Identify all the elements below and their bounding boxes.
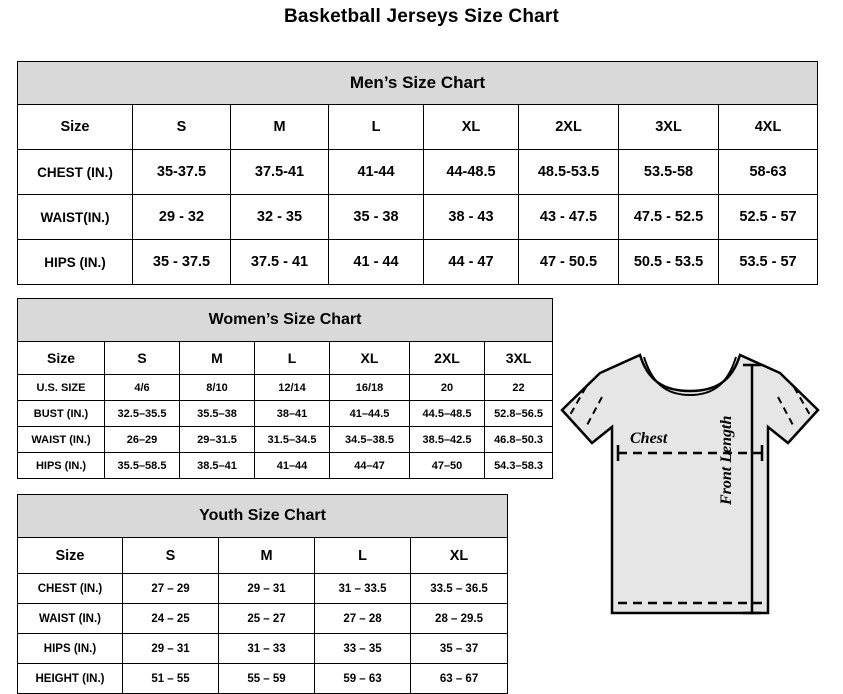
row-label: HIPS (IN.) xyxy=(18,453,105,479)
table-cell: 63 – 67 xyxy=(411,664,508,694)
table-row xyxy=(18,150,818,195)
table-cell: 44.5–48.5 xyxy=(410,401,485,427)
table-cell: 53.5-58 xyxy=(619,150,719,195)
column-header-s: S xyxy=(105,342,180,375)
row-label: WAIST (IN.) xyxy=(18,604,123,634)
table-cell: 53.5 - 57 xyxy=(719,240,818,285)
table-cell: 50.5 - 53.5 xyxy=(619,240,719,285)
column-header-2xl: 2XL xyxy=(410,342,485,375)
womens-table-caption: Women’s Size Chart xyxy=(18,299,553,342)
table-cell: 35.5–38 xyxy=(180,401,255,427)
table-cell: 4/6 xyxy=(105,375,180,401)
table-cell: 27 – 29 xyxy=(123,574,219,604)
table-row xyxy=(18,195,818,240)
table-cell: 35.5–58.5 xyxy=(105,453,180,479)
table-cell: 35 – 37 xyxy=(411,634,508,664)
row-label: WAIST(IN.) xyxy=(18,195,133,240)
column-header-m: M xyxy=(219,538,315,574)
table-cell: 32.5–35.5 xyxy=(105,401,180,427)
table-header-row xyxy=(18,538,508,574)
column-header-2xl: 2XL xyxy=(519,105,619,150)
table-row xyxy=(18,401,553,427)
column-header-4xl: 4XL xyxy=(719,105,818,150)
table-cell: 35-37.5 xyxy=(133,150,231,195)
table-cell: 38 - 43 xyxy=(424,195,519,240)
table-cell: 37.5-41 xyxy=(231,150,329,195)
page-title: Basketball Jerseys Size Chart xyxy=(283,6,560,27)
table-row xyxy=(18,604,508,634)
table-cell: 31.5–34.5 xyxy=(255,427,330,453)
column-header-s: S xyxy=(123,538,219,574)
table-cell: 28 – 29.5 xyxy=(411,604,508,634)
table-row xyxy=(18,427,553,453)
column-header-l: L xyxy=(329,105,424,150)
column-header-3xl: 3XL xyxy=(485,342,553,375)
table-cell: 51 – 55 xyxy=(123,664,219,694)
table-cell: 16/18 xyxy=(330,375,410,401)
table-cell: 35 - 38 xyxy=(329,195,424,240)
table-header-row xyxy=(18,342,553,375)
table-caption-row xyxy=(18,62,818,105)
table-cell: 26–29 xyxy=(105,427,180,453)
row-label: BUST (IN.) xyxy=(18,401,105,427)
table-cell: 29 – 31 xyxy=(219,574,315,604)
row-label: CHEST (IN.) xyxy=(18,150,133,195)
table-cell: 52.8–56.5 xyxy=(485,401,553,427)
row-label: WAIST (IN.) xyxy=(18,427,105,453)
table-cell: 38–41 xyxy=(255,401,330,427)
table-cell: 52.5 - 57 xyxy=(719,195,818,240)
table-caption-row xyxy=(18,495,508,538)
column-header-m: M xyxy=(231,105,329,150)
table-row xyxy=(18,240,818,285)
column-header-size: Size xyxy=(18,538,123,574)
table-cell: 47–50 xyxy=(410,453,485,479)
column-header-xl: XL xyxy=(330,342,410,375)
table-cell: 33.5 – 36.5 xyxy=(411,574,508,604)
table-cell: 29 - 32 xyxy=(133,195,231,240)
table-header-row xyxy=(18,105,818,150)
table-cell: 27 – 28 xyxy=(315,604,411,634)
table-cell: 59 – 63 xyxy=(315,664,411,694)
table-cell: 29–31.5 xyxy=(180,427,255,453)
column-header-xl: XL xyxy=(424,105,519,150)
table-cell: 33 – 35 xyxy=(315,634,411,664)
table-row xyxy=(18,634,508,664)
table-cell: 55 – 59 xyxy=(219,664,315,694)
table-cell: 24 – 25 xyxy=(123,604,219,634)
table-cell: 22 xyxy=(485,375,553,401)
table-cell: 44–47 xyxy=(330,453,410,479)
table-cell: 29 – 31 xyxy=(123,634,219,664)
mens-size-chart-table xyxy=(17,61,818,285)
column-header-l: L xyxy=(255,342,330,375)
column-header-xl: XL xyxy=(411,538,508,574)
table-cell: 41–44 xyxy=(255,453,330,479)
table-row xyxy=(18,574,508,604)
chest-measurement-label: Chest xyxy=(630,430,668,447)
table-cell: 32 - 35 xyxy=(231,195,329,240)
table-row xyxy=(18,375,553,401)
row-label: U.S. SIZE xyxy=(18,375,105,401)
table-cell: 46.8–50.3 xyxy=(485,427,553,453)
table-cell: 31 – 33.5 xyxy=(315,574,411,604)
front-length-measurement-label: Front Length xyxy=(718,415,735,505)
table-cell: 47.5 - 52.5 xyxy=(619,195,719,240)
table-cell: 41 - 44 xyxy=(329,240,424,285)
table-cell: 43 - 47.5 xyxy=(519,195,619,240)
table-cell: 34.5–38.5 xyxy=(330,427,410,453)
table-cell: 47 - 50.5 xyxy=(519,240,619,285)
table-cell: 31 – 33 xyxy=(219,634,315,664)
table-cell: 54.3–58.3 xyxy=(485,453,553,479)
table-cell: 25 – 27 xyxy=(219,604,315,634)
table-cell: 38.5–41 xyxy=(180,453,255,479)
womens-size-chart-table xyxy=(17,298,553,479)
table-caption-row xyxy=(18,299,553,342)
column-header-size: Size xyxy=(18,105,133,150)
row-label: HEIGHT (IN.) xyxy=(18,664,123,694)
row-label: HIPS (IN.) xyxy=(18,240,133,285)
column-header-3xl: 3XL xyxy=(619,105,719,150)
table-cell: 41–44.5 xyxy=(330,401,410,427)
table-cell: 38.5–42.5 xyxy=(410,427,485,453)
row-label: HIPS (IN.) xyxy=(18,634,123,664)
youth-size-chart-table xyxy=(17,494,508,694)
table-cell: 44-48.5 xyxy=(424,150,519,195)
column-header-l: L xyxy=(315,538,411,574)
tshirt-measurement-diagram xyxy=(540,335,840,665)
table-cell: 35 - 37.5 xyxy=(133,240,231,285)
row-label: CHEST (IN.) xyxy=(18,574,123,604)
table-cell: 8/10 xyxy=(180,375,255,401)
table-cell: 48.5-53.5 xyxy=(519,150,619,195)
table-cell: 12/14 xyxy=(255,375,330,401)
table-row xyxy=(18,453,553,479)
column-header-s: S xyxy=(133,105,231,150)
table-cell: 44 - 47 xyxy=(424,240,519,285)
table-cell: 37.5 - 41 xyxy=(231,240,329,285)
column-header-m: M xyxy=(180,342,255,375)
table-cell: 58-63 xyxy=(719,150,818,195)
tshirt-icon xyxy=(540,335,840,665)
table-cell: 20 xyxy=(410,375,485,401)
youth-table-caption: Youth Size Chart xyxy=(18,495,508,538)
table-cell: 41-44 xyxy=(329,150,424,195)
mens-table-caption: Men’s Size Chart xyxy=(18,62,818,105)
column-header-size: Size xyxy=(18,342,105,375)
